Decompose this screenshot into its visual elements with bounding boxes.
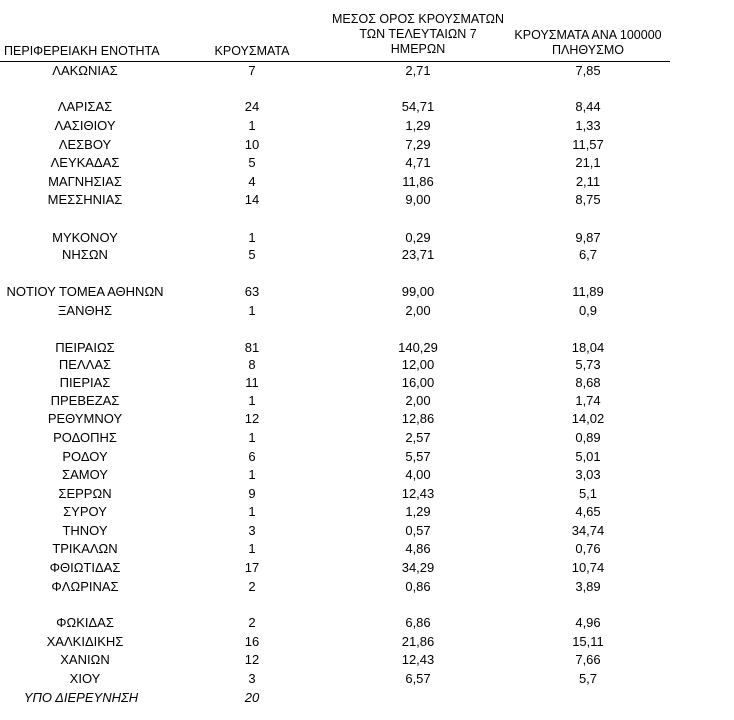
cell-seven-day-average: 16,00 (401, 375, 435, 390)
table-row (0, 117, 734, 135)
table-row (0, 503, 734, 521)
cell-seven-day-average: 2,71 (405, 63, 431, 78)
cell-seven-day-average: 5,57 (405, 449, 431, 464)
cell-per-100000: 1,74 (575, 393, 601, 408)
cell-per-100000: 7,66 (575, 652, 601, 667)
table-row (0, 466, 734, 484)
cell-region: ΠΡΕΒΕΖΑΣ (50, 393, 120, 408)
cell-cases: 5 (248, 247, 256, 262)
cell-region: ΠΕΙΡΑΙΩΣ (55, 340, 115, 355)
cell-seven-day-average: 1,29 (405, 118, 431, 133)
table-row (0, 522, 734, 540)
table-row (0, 448, 734, 466)
cell-per-100000: 2,11 (575, 174, 601, 189)
cell-per-100000: 11,57 (572, 137, 604, 152)
cell-per-100000: 4,65 (575, 504, 601, 519)
cell-region: ΧΑΝΙΩΝ (60, 652, 110, 667)
cell-cases: 20 (244, 690, 260, 705)
cell-per-100000: 6,7 (578, 247, 598, 262)
cell-per-100000: 15,11 (572, 634, 604, 649)
table-row (0, 540, 734, 558)
cell-cases: 10 (244, 137, 260, 152)
cell-per-100000: 1,33 (575, 118, 601, 133)
cell-cases: 1 (248, 467, 256, 482)
cell-seven-day-average: 54,71 (401, 99, 435, 114)
cell-seven-day-average: 12,00 (401, 357, 435, 372)
cell-region: ΜΕΣΣΗΝΙΑΣ (47, 192, 123, 207)
cell-region: ΛΑΣΙΘΙΟΥ (54, 118, 116, 133)
cell-region: ΝΗΣΩΝ (62, 247, 108, 262)
cell-seven-day-average: 140,29 (398, 340, 438, 355)
table-row (0, 356, 734, 374)
cell-cases: 1 (248, 230, 256, 245)
table-row (0, 651, 734, 669)
cell-seven-day-average: 6,57 (405, 671, 431, 686)
cell-seven-day-average: 12,86 (401, 411, 435, 426)
cell-cases: 1 (248, 430, 256, 445)
cell-seven-day-average: 1,29 (405, 504, 431, 519)
table-row (0, 98, 734, 116)
cell-per-100000: 3,03 (575, 467, 601, 482)
cell-region: ΡΟΔΟΠΗΣ (53, 430, 117, 445)
cell-seven-day-average: 99,00 (401, 284, 435, 299)
table-row (0, 670, 734, 688)
cell-cases: 8 (248, 357, 256, 372)
cell-region: ΠΕΛΛΑΣ (58, 357, 112, 372)
cell-per-100000: 14,02 (571, 411, 605, 426)
header-per-line-2: ΠΛΗΘΥΣΜΟ (552, 43, 624, 57)
cell-seven-day-average: 34,29 (401, 560, 435, 575)
cell-region: ΧΑΛΚΙΔΙΚΗΣ (46, 634, 124, 649)
table-row (0, 689, 734, 707)
cell-cases: 9 (248, 486, 256, 501)
cell-cases: 2 (248, 615, 256, 630)
cell-seven-day-average: 9,00 (405, 192, 431, 207)
header-avg-line-3: ΗΜΕΡΩΝ (390, 42, 446, 56)
cell-per-100000: 5,1 (578, 486, 598, 501)
cell-cases: 63 (244, 284, 260, 299)
header-seven-day-average (332, 12, 504, 57)
cell-region: ΥΠΟ ΔΙΕΡΕΥΝΗΣΗ (23, 690, 139, 705)
cell-region: ΡΟΔΟΥ (62, 449, 108, 464)
table-row (0, 374, 734, 392)
cell-per-100000: 5,7 (578, 671, 598, 686)
cell-region: ΞΑΝΘΗΣ (57, 303, 113, 318)
table-row (0, 191, 734, 209)
cell-seven-day-average: 4,86 (405, 541, 431, 556)
table-row (0, 410, 734, 428)
cell-per-100000: 11,89 (572, 284, 604, 299)
cell-per-100000: 0,9 (578, 303, 598, 318)
cell-cases: 2 (248, 579, 256, 594)
cell-region: ΛΑΡΙΣΑΣ (57, 99, 113, 114)
cell-seven-day-average: 12,43 (401, 652, 435, 667)
cell-region: ΦΩΚΙΔΑΣ (56, 615, 114, 630)
cell-cases: 17 (244, 560, 260, 575)
header-region-label: ΠΕΡΙΦΕΡΕΙΑΚΗ ΕΝΟΤΗΤΑ (4, 44, 160, 58)
table-row (0, 302, 734, 320)
header-per-100000 (502, 28, 674, 58)
cell-region: ΣΑΜΟΥ (62, 467, 108, 482)
table-row (0, 173, 734, 191)
cell-region: ΣΥΡΟΥ (63, 504, 107, 519)
cell-region: ΤΡΙΚΑΛΩΝ (52, 541, 118, 556)
table-row (0, 246, 734, 264)
cell-per-100000: 10,74 (571, 560, 605, 575)
table-row (0, 283, 734, 301)
cell-region: ΜΥΚΟΝΟΥ (52, 230, 118, 245)
cell-per-100000: 5,01 (575, 449, 601, 464)
cell-cases: 3 (248, 671, 256, 686)
cell-cases: 3 (248, 523, 256, 538)
cell-region: ΦΛΩΡΙΝΑΣ (51, 579, 119, 594)
table-row (0, 429, 734, 447)
cell-per-100000: 4,96 (575, 615, 601, 630)
cell-cases: 4 (248, 174, 256, 189)
cell-cases: 1 (248, 118, 256, 133)
header-cases-label: ΚΡΟΥΣΜΑΤΑ (214, 44, 290, 58)
table-row (0, 339, 734, 357)
cell-per-100000: 3,89 (575, 579, 601, 594)
cell-cases: 16 (244, 634, 260, 649)
cell-seven-day-average: 0,86 (405, 579, 431, 594)
cell-per-100000: 18,04 (571, 340, 605, 355)
table-row (0, 136, 734, 154)
cell-cases: 14 (244, 192, 260, 207)
cell-per-100000: 8,68 (575, 375, 601, 390)
table-row (0, 559, 734, 577)
cell-per-100000: 9,87 (575, 230, 601, 245)
cell-region: ΦΘΙΩΤΙΔΑΣ (49, 560, 121, 575)
cell-seven-day-average: 12,43 (401, 486, 435, 501)
cell-region: ΛΑΚΩΝΙΑΣ (52, 63, 118, 78)
cell-per-100000: 21,1 (575, 155, 601, 170)
cell-seven-day-average: 21,86 (401, 634, 435, 649)
cell-cases: 1 (248, 541, 256, 556)
cell-cases: 1 (248, 393, 256, 408)
cell-region: ΧΙΟΥ (69, 671, 101, 686)
cell-per-100000: 0,76 (575, 541, 601, 556)
cell-per-100000: 0,89 (575, 430, 601, 445)
header-cases (196, 44, 308, 59)
cell-seven-day-average: 2,00 (405, 303, 431, 318)
cell-cases: 1 (248, 303, 256, 318)
cell-region: ΛΕΥΚΑΔΑΣ (50, 155, 120, 170)
cell-seven-day-average: 4,00 (405, 467, 431, 482)
cell-per-100000: 8,75 (575, 192, 601, 207)
cell-cases: 81 (244, 340, 260, 355)
cell-per-100000: 8,44 (575, 99, 601, 114)
cell-per-100000: 7,85 (575, 63, 601, 78)
cell-cases: 1 (248, 504, 256, 519)
table-row (0, 633, 734, 651)
header-per-line-1: ΚΡΟΥΣΜΑΤΑ ΑΝΑ 100000 (514, 28, 662, 42)
cell-region: ΝΟΤΙΟΥ ΤΟΜΕΑ ΑΘΗΝΩΝ (6, 284, 164, 299)
table-row (0, 485, 734, 503)
table-row (0, 614, 734, 632)
cell-seven-day-average: 0,29 (405, 230, 431, 245)
cell-seven-day-average: 23,71 (401, 247, 435, 262)
cell-per-100000: 34,74 (571, 523, 605, 538)
cell-seven-day-average: 2,00 (405, 393, 431, 408)
cell-seven-day-average: 2,57 (405, 430, 431, 445)
header-region (4, 44, 194, 59)
table-row (0, 62, 734, 80)
cell-cases: 24 (244, 99, 260, 114)
cell-cases: 12 (244, 411, 260, 426)
cell-seven-day-average: 6,86 (405, 615, 431, 630)
cell-per-100000: 5,73 (575, 357, 601, 372)
cell-cases: 5 (248, 155, 256, 170)
table-row (0, 392, 734, 410)
cell-cases: 11 (245, 375, 259, 390)
cell-cases: 6 (248, 449, 256, 464)
header-avg-line-2: ΤΩΝ ΤΕΛΕΥΤΑΙΩΝ 7 (359, 27, 477, 41)
cell-region: ΜΑΓΝΗΣΙΑΣ (48, 174, 122, 189)
cell-region: ΛΕΣΒΟΥ (58, 137, 112, 152)
cell-seven-day-average: 0,57 (405, 523, 431, 538)
table-row (0, 154, 734, 172)
table-row (0, 229, 734, 247)
cell-region: ΠΙΕΡΙΑΣ (59, 375, 111, 390)
cell-region: ΤΗΝΟΥ (62, 523, 108, 538)
cell-region: ΣΕΡΡΩΝ (58, 486, 112, 501)
cell-seven-day-average: 4,71 (405, 155, 431, 170)
header-avg-line-1: ΜΕΣΟΣ ΟΡΟΣ ΚΡΟΥΣΜΑΤΩΝ (332, 12, 505, 26)
cell-seven-day-average: 11,86 (402, 174, 434, 189)
cell-cases: 7 (248, 63, 256, 78)
table-row (0, 578, 734, 596)
cell-region: ΡΕΘΥΜΝΟΥ (47, 411, 123, 426)
cell-seven-day-average: 7,29 (405, 137, 431, 152)
cell-cases: 12 (244, 652, 260, 667)
